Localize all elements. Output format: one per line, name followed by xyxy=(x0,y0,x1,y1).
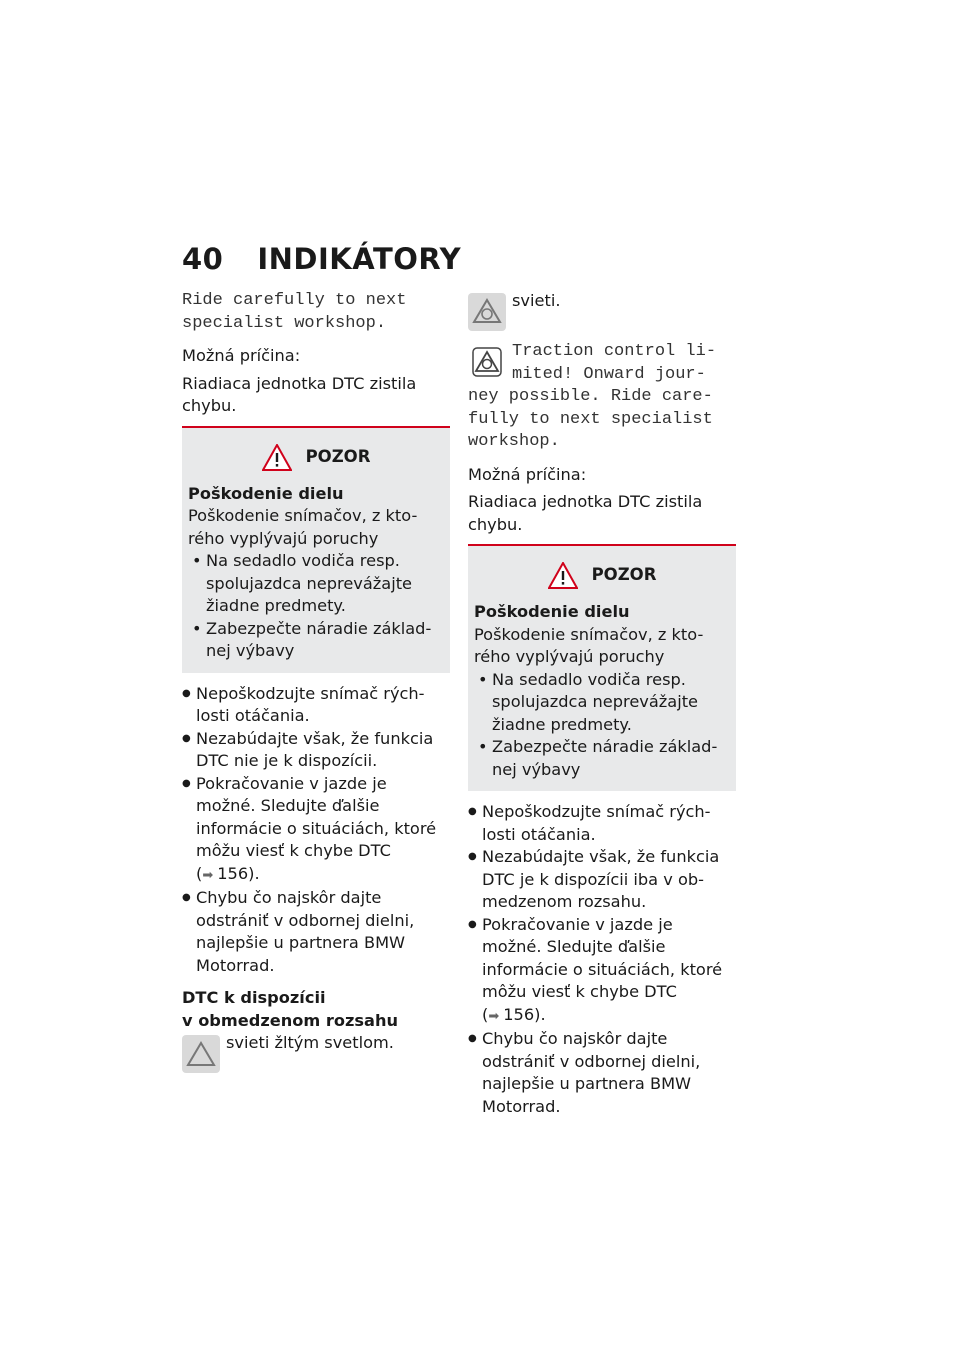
chapter-title: INDIKÁTORY xyxy=(257,242,462,276)
display-message-block xyxy=(468,341,736,454)
instruction-list xyxy=(182,683,450,978)
warning-box xyxy=(182,426,450,673)
page-number: 40 xyxy=(182,242,224,276)
instruction-list xyxy=(468,801,736,1118)
cause-label: Možná príčina: xyxy=(182,346,301,365)
list-item: ● Nezabúdajte však, že funkcia DTC nie je k dispozícii. xyxy=(182,728,450,773)
right-column xyxy=(468,290,736,1118)
list-item: ● Pokračovanie v jazde je možné. Sledujte ďalšie informácie o situáciách, ktoré môžu viesť k chybe DTC (➡ 156). xyxy=(182,773,450,888)
warning-text: Poškodenie snímačov, z kto-rého vyplývajú poruchy xyxy=(188,506,418,548)
list-item: ● Nezabúdajte však, že funkcia DTC je k dispozícii iba v ob-medzenom rozsahu. xyxy=(468,846,736,914)
display-message: Traction control li-mited! Onward jour-ney possible. Ride care-fully to next specialist workshop. xyxy=(468,342,717,451)
list-item: ● Chybu čo najskôr dajte odstrániť v odbornej dielni, najlepšie u partnera BMW Motorrad. xyxy=(182,887,450,977)
reference-arrow-icon: ➡ xyxy=(202,867,214,883)
warning-list xyxy=(188,550,444,663)
list-item: • Zabezpečte náradie základ-nej výbavy xyxy=(188,618,444,663)
indicator-row xyxy=(468,290,736,331)
list-item: • Na sedadlo vodiča resp. spolujazdca neprevážajte žiadne predmety. xyxy=(474,669,730,737)
display-message: Ride carefully to next specialist workshop. xyxy=(182,291,407,333)
warning-label: POZOR xyxy=(305,446,371,466)
traction-control-icon xyxy=(468,343,506,381)
left-column xyxy=(182,290,450,1073)
indicator-text: svieti. xyxy=(512,291,561,310)
warning-box xyxy=(468,544,736,791)
warning-title: Poškodenie dielu xyxy=(474,602,630,621)
section-heading: DTC k dispozícii v obmedzenom rozsahu xyxy=(182,988,399,1030)
list-item: ● Chybu čo najskôr dajte odstrániť v odbornej dielni, najlepšie u partnera BMW Motorrad. xyxy=(468,1028,736,1118)
list-item: • Na sedadlo vodiča resp. spolujazdca neprevážajte žiadne predmety. xyxy=(188,550,444,618)
cause-label: Možná príčina: xyxy=(468,464,587,484)
warning-title: Poškodenie dielu xyxy=(188,483,344,503)
indicator-text: svieti žltým svetlom. xyxy=(226,1033,394,1052)
warning-list xyxy=(474,669,730,782)
cause-text: Riadiaca jednotka DTC zistila chybu. xyxy=(468,492,703,534)
traction-control-icon xyxy=(468,293,506,331)
page-reference[interactable]: 156). xyxy=(503,1004,546,1024)
list-item: • Zabezpečte náradie základ-nej výbavy xyxy=(474,736,730,781)
warning-triangle-icon xyxy=(182,1035,220,1073)
warning-text: Poškodenie snímačov, z kto-rého vyplývajú poruchy xyxy=(474,624,704,666)
list-item: ● Pokračovanie v jazde je možné. Sledujte ďalšie informácie o situáciách, ktoré môžu viesť k chybe DTC (➡ 156). xyxy=(468,914,736,1029)
warning-triangle-icon xyxy=(548,562,578,589)
reference-arrow-icon: ➡ xyxy=(488,1008,500,1024)
warning-header xyxy=(474,562,730,589)
list-item: ● Nepoškodzujte snímač rých-losti otáčania. xyxy=(182,683,450,728)
indicator-row xyxy=(182,1032,450,1073)
cause-text: Riadiaca jednotka DTC zistila chybu. xyxy=(182,373,417,415)
warning-triangle-icon xyxy=(262,444,292,471)
warning-header xyxy=(188,444,444,471)
page-reference[interactable]: 156). xyxy=(217,863,260,883)
page-title xyxy=(182,242,461,276)
list-item: ● Nepoškodzujte snímač rých-losti otáčania. xyxy=(468,801,736,846)
warning-label: POZOR xyxy=(591,565,657,585)
